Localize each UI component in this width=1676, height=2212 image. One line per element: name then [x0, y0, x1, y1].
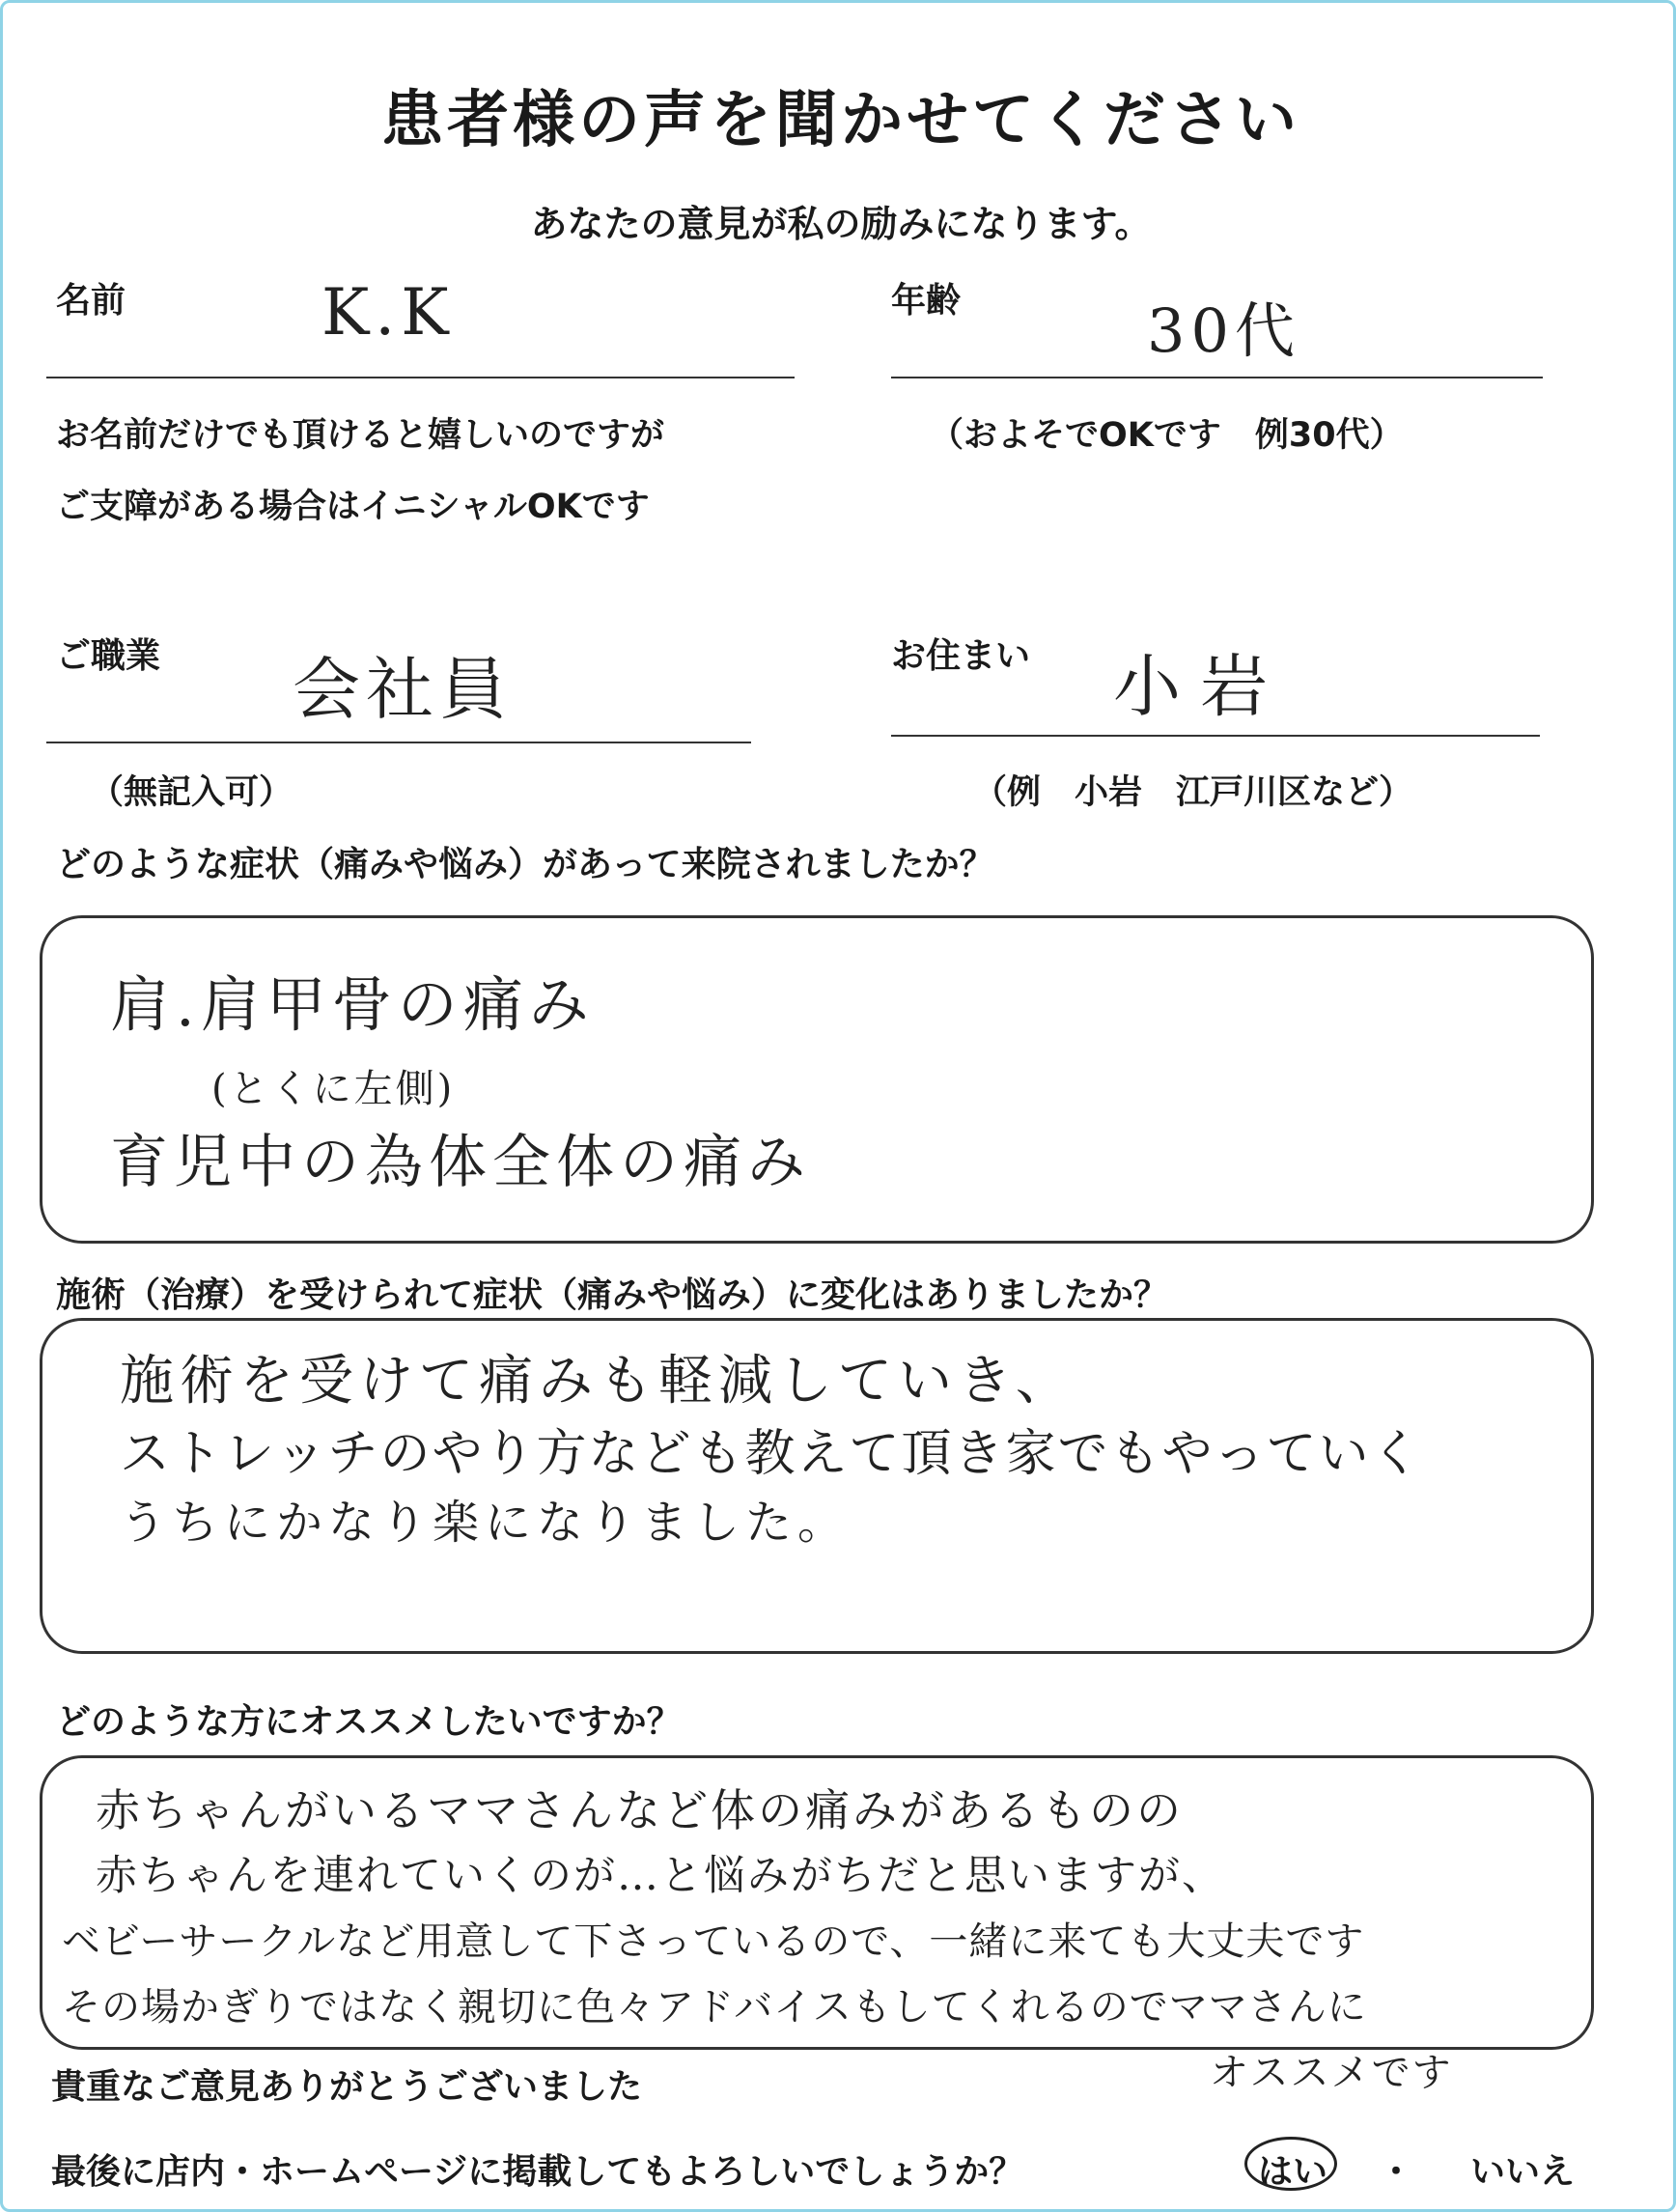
age-note: （およそでOKです 例30代）	[930, 416, 1404, 455]
q2-answer-line-3: うちにかなり楽になりました。	[120, 1496, 851, 1550]
age-label: 年齢	[891, 281, 962, 321]
q2-question: 施術（治療）を受けられて症状（痛みや悩み）に変化はありましたか？	[56, 1275, 1169, 1315]
option-yes-label: はい	[1258, 2152, 1328, 2192]
q2-answer-line-2: ストレッチのやり方なども教えて頂き家でもやっていく	[120, 1425, 1423, 1483]
residence-note: （例 小岩 江戸川区など）	[973, 773, 1413, 812]
thanks-text: 貴重なご意見ありがとうございました	[51, 2067, 643, 2107]
occupation-label: ご職業	[56, 636, 161, 676]
q3-answer-line-2: 赤ちゃんを連れていくのが…と悩みがちだと思いますが、	[96, 1852, 1225, 1900]
option-yes[interactable]	[1258, 2144, 1327, 2194]
name-label: 名前	[56, 281, 126, 321]
q3-answer-line-4: その場かぎりではなく親切に色々アドバイスもしてくれるのでママさんに	[62, 1985, 1367, 2030]
name-value[interactable]: K.K	[321, 275, 455, 350]
q2-answer-line-1: 施術を受けて痛みも軽減していき、	[120, 1350, 1075, 1413]
selected-circle	[1244, 2137, 1337, 2191]
option-no[interactable]: いいえ	[1470, 2152, 1576, 2192]
occupation-note: （無記入可）	[90, 773, 293, 812]
form-title: 患者様の声を聞かせてください	[381, 85, 1300, 156]
residence-value[interactable]: 小岩	[1113, 647, 1287, 726]
name-note-1: お名前だけでも頂けると嬉しいのですが	[56, 416, 665, 455]
q3-answer-line-5: オススメです	[1210, 2051, 1453, 2095]
q1-question: どのような症状（痛みや悩み）があって来院されましたか？	[56, 845, 994, 884]
q3-answer-line-1: 赤ちゃんがいるママさんなど体の痛みがあるものの	[96, 1784, 1184, 1836]
q1-answer-line-3: 育児中の為体全体の痛み	[110, 1129, 811, 1196]
q1-answer-box[interactable]	[40, 915, 1594, 1244]
name-line	[46, 377, 795, 378]
q1-answer-line-2: (とくに左側)	[211, 1067, 456, 1111]
residence-label: お住まい	[891, 636, 1031, 676]
option-separator: ・	[1379, 2152, 1414, 2192]
q3-answer-box[interactable]	[40, 1755, 1594, 2050]
age-value[interactable]: 30代	[1147, 295, 1300, 366]
q3-answer-line-3: ベビーサークルなど用意して下さっているので、一緒に来ても大丈夫です	[62, 1919, 1365, 1964]
q1-answer-line-1: 肩.肩甲骨の痛み	[110, 969, 595, 1040]
form-subtitle: あなたの意見が私の励みになります。	[530, 203, 1152, 245]
permission-question: 最後に店内・ホームページに掲載してもよろしいでしょうか？	[51, 2152, 1024, 2192]
q3-question: どのような方にオススメしたいですか？	[56, 1702, 682, 1742]
occupation-value[interactable]: 会社員	[293, 650, 513, 729]
age-line	[891, 377, 1543, 378]
occupation-line	[46, 742, 751, 743]
residence-line	[891, 735, 1540, 737]
name-note-2: ご支障がある場合はイニシャルOKです	[56, 488, 650, 526]
q2-answer-box[interactable]	[40, 1318, 1594, 1654]
